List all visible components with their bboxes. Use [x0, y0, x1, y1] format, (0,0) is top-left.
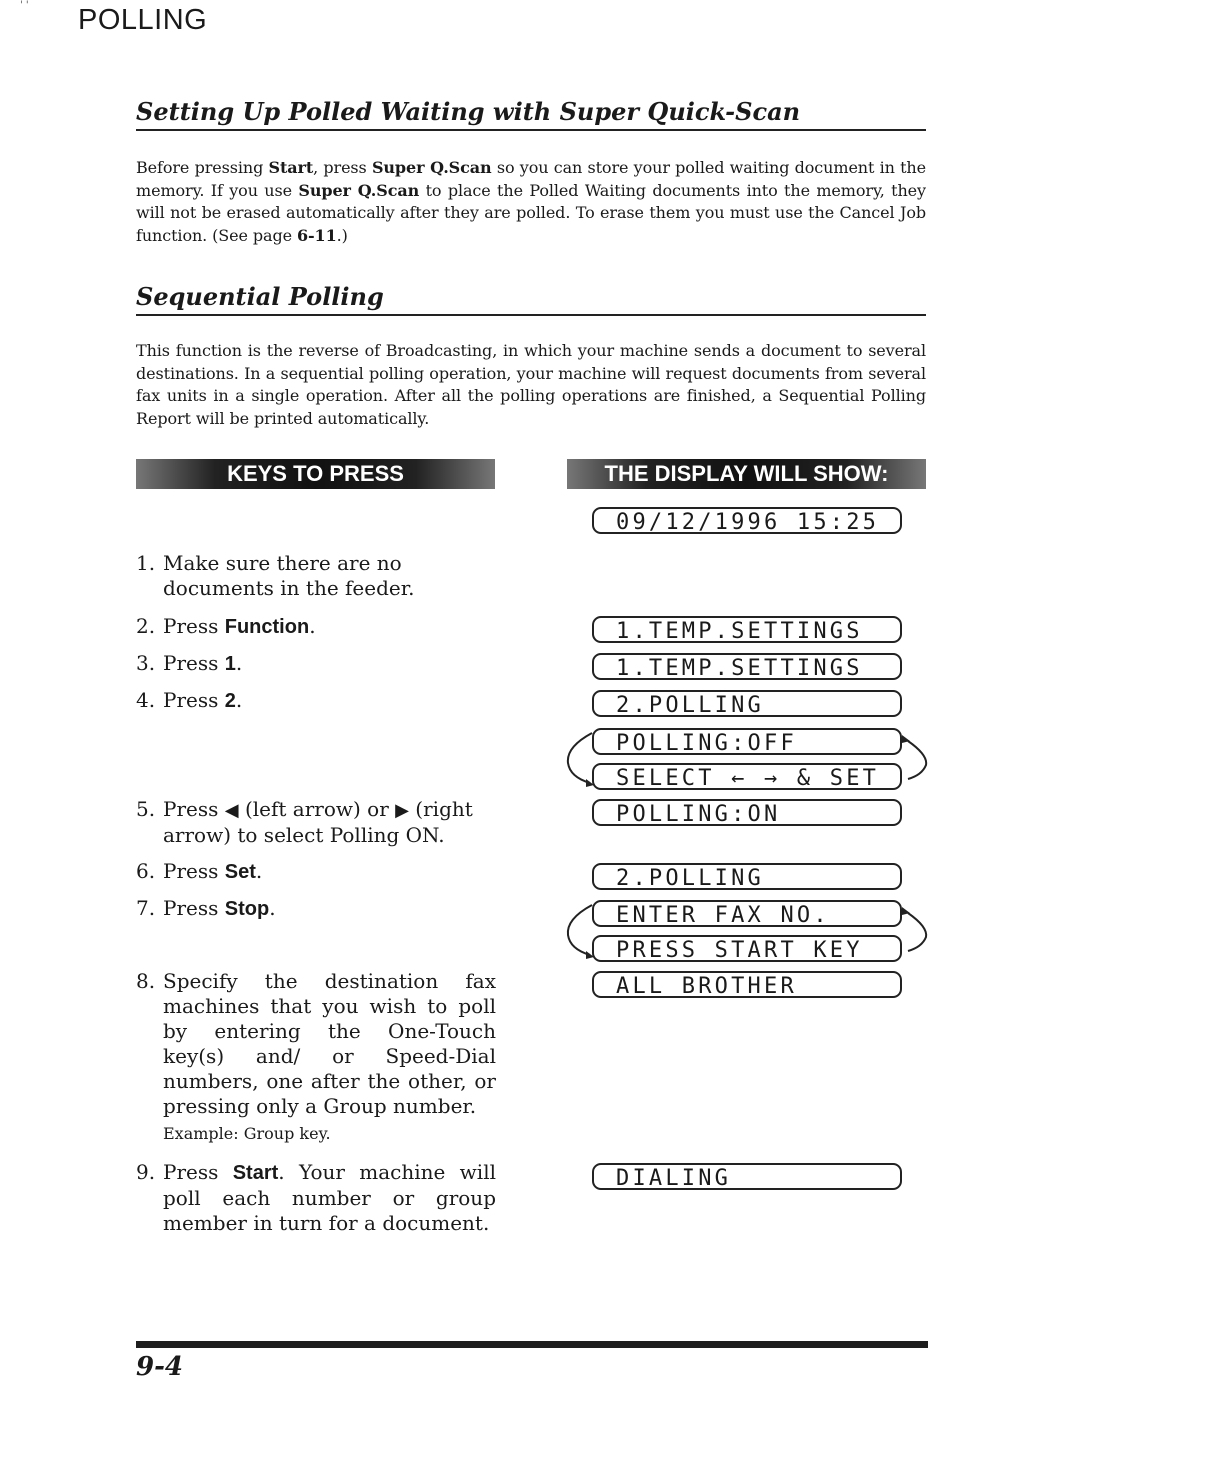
display-will-show-banner: THE DISPLAY WILL SHOW:: [567, 459, 926, 489]
start-key-ref: Start: [268, 158, 314, 177]
step-8: 8. Specify the destination fax machines that you wish to poll by entering the One-Touch key(s) and/ or Speed-Dial numbers, one after the other, or pressing only a Group number. Example: Group key.: [136, 969, 496, 1146]
sequential-polling-paragraph: This function is the reverse of Broadcasting, in which your machine sends a document to several destinations. In a sequential polling operation, your machine will request documents from several fax units in a single operation. After all the polling operations are finished, a Sequential Polling Report will be printed automatically.: [136, 341, 926, 428]
lcd-polling-2: 2.POLLING: [592, 863, 902, 890]
start-key-ref-step9: Start: [232, 1162, 279, 1184]
step-3: 3. Press 1.: [136, 651, 243, 675]
page-reference: 6-11: [296, 225, 337, 245]
step-7: 7. Press Stop.: [136, 896, 276, 920]
function-key-ref: Function: [224, 616, 310, 638]
lcd-temp-settings-1: 1.TEMP.SETTINGS: [592, 616, 902, 643]
super-qscan-key-ref-2: Super Q.Scan: [298, 180, 420, 200]
set-key-ref: Set: [224, 861, 256, 883]
section-heading-sequential-polling: Sequential Polling: [136, 282, 926, 316]
lcd-polling-1: 2.POLLING: [592, 690, 902, 717]
key-1-ref: 1: [224, 653, 236, 675]
left-arrow-icon: ◀: [224, 800, 239, 821]
step-8-example: Example: Group key.: [163, 1124, 331, 1143]
step-4: 4. Press 2.: [136, 688, 243, 712]
lcd-polling-on: POLLING:ON: [592, 799, 902, 826]
step-2: 2. Press Function.: [136, 614, 316, 638]
step-6: 6. Press Set.: [136, 859, 263, 883]
polled-waiting-paragraph: Before pressing Start, press Super Q.Scan so you can store your polled waiting document in the memory. If you use Super Q.Scan to place the Polled Waiting documents into the memory, they will not be erased automatically after they are polled. To erase them you must use the Cancel Job function. (See page 6-11.): [136, 158, 927, 245]
footer-rule: [136, 1341, 928, 1348]
page-number: 9-4: [136, 1352, 183, 1382]
right-arrow-icon: ▶: [395, 800, 409, 821]
lcd-enter-fax-no: ENTER FAX NO.: [592, 900, 902, 927]
step-1: 1. Make sure there are no documents in the feeder.: [136, 551, 415, 600]
step-9: 9. Press Start. Your machine will poll each number or group member in turn for a document.: [136, 1160, 496, 1235]
lcd-datetime: 09/12/1996 15:25: [592, 507, 902, 534]
stop-key-ref: Stop: [224, 898, 270, 920]
super-qscan-key-ref: Super Q.Scan: [371, 158, 492, 177]
keys-to-press-banner: KEYS TO PRESS: [136, 459, 495, 489]
lcd-temp-settings-2: 1.TEMP.SETTINGS: [592, 653, 902, 680]
lcd-all-brother: ALL BROTHER: [592, 971, 902, 998]
lcd-press-start-key: PRESS START KEY: [592, 935, 902, 962]
lcd-polling-off: POLLING:OFF: [592, 728, 902, 755]
key-2-ref: 2: [224, 690, 236, 712]
corner-mark: ' ': [20, 0, 29, 11]
step-5: 5. Press ◀ (left arrow) or ▶ (right arrow) to select Polling ON.: [136, 797, 473, 847]
lcd-select-set: SELECT ← → & SET: [592, 763, 902, 790]
page-header-title: POLLING: [78, 4, 208, 36]
lcd-dialing: DIALING: [592, 1163, 902, 1190]
section-heading-polled-waiting: Setting Up Polled Waiting with Super Quick-Scan: [136, 97, 926, 131]
